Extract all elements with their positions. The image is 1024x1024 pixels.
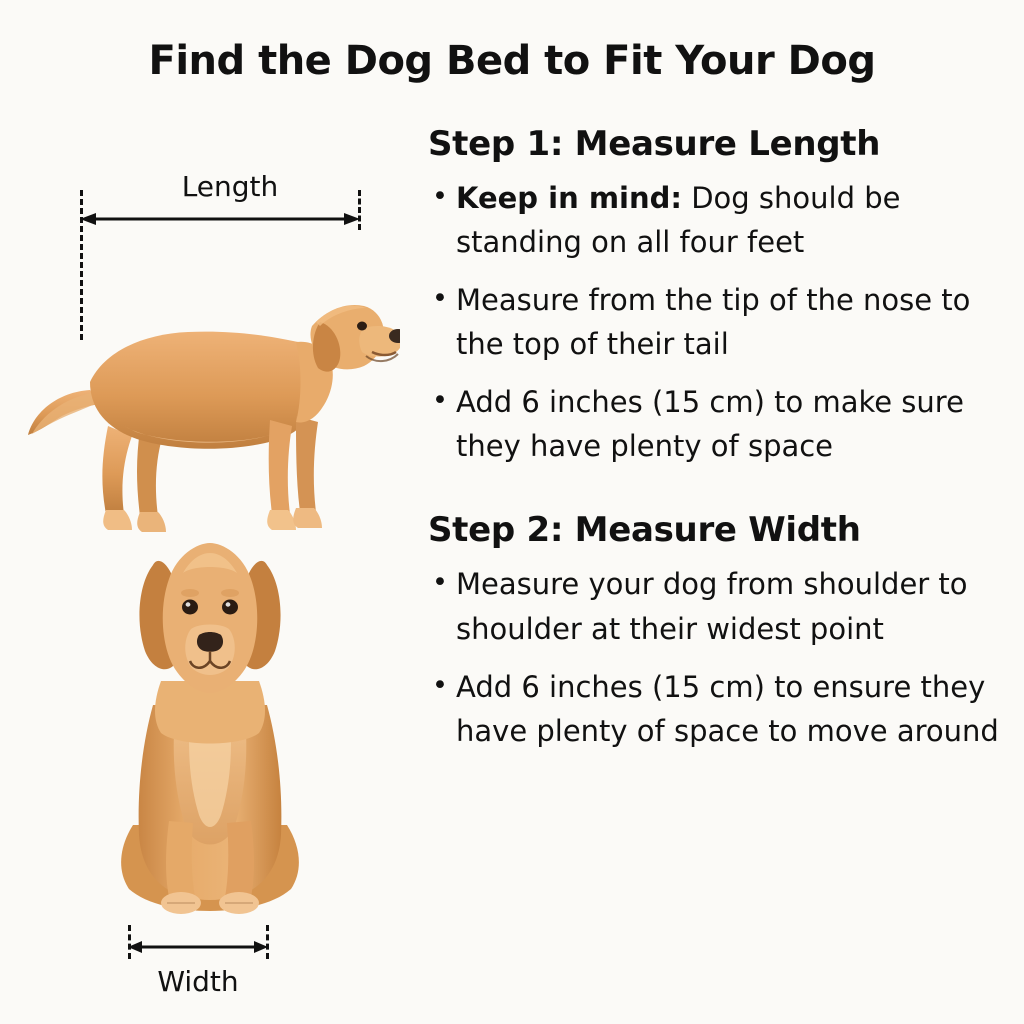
- step-2-heading: Step 2: Measure Width: [428, 510, 861, 551]
- list-item: [428, 278, 1006, 366]
- bullet-text: Add 6 inches (15 cm) to ensure they have plenty of space to move around: [456, 669, 999, 748]
- list-item: [428, 380, 1006, 468]
- bullet-text: Measure from the tip of the nose to the top of their tail: [456, 283, 971, 362]
- step-1-bullet-list: [428, 176, 1006, 468]
- width-measure-label: Width: [157, 965, 239, 998]
- step-2-bullet-list: [428, 562, 1006, 752]
- length-measure-label: Length: [181, 170, 279, 203]
- golden-retriever-standing-side-view: [20, 230, 400, 560]
- page-title: Find the Dog Bed to Fit Your Dog: [148, 38, 876, 84]
- list-item: [428, 665, 1006, 753]
- illustration-column: [0, 150, 420, 1020]
- list-item: [428, 562, 1006, 650]
- bullet-text: Measure your dog from shoulder to shoulder at their widest point: [456, 567, 968, 646]
- list-item: [428, 176, 1006, 264]
- bullet-lead: Keep in mind:: [456, 181, 682, 215]
- golden-retriever-sitting-front-view: [95, 525, 325, 945]
- bullet-text: Add 6 inches (15 cm) to make sure they have plenty of space: [456, 385, 964, 464]
- length-arrow-icon: [80, 212, 360, 226]
- instructions-column: [428, 124, 1006, 767]
- step-1-heading: Step 1: Measure Length: [428, 124, 881, 164]
- width-arrow-icon: [128, 940, 268, 954]
- bullet-text: Dog should be standing on all four feet: [456, 181, 901, 260]
